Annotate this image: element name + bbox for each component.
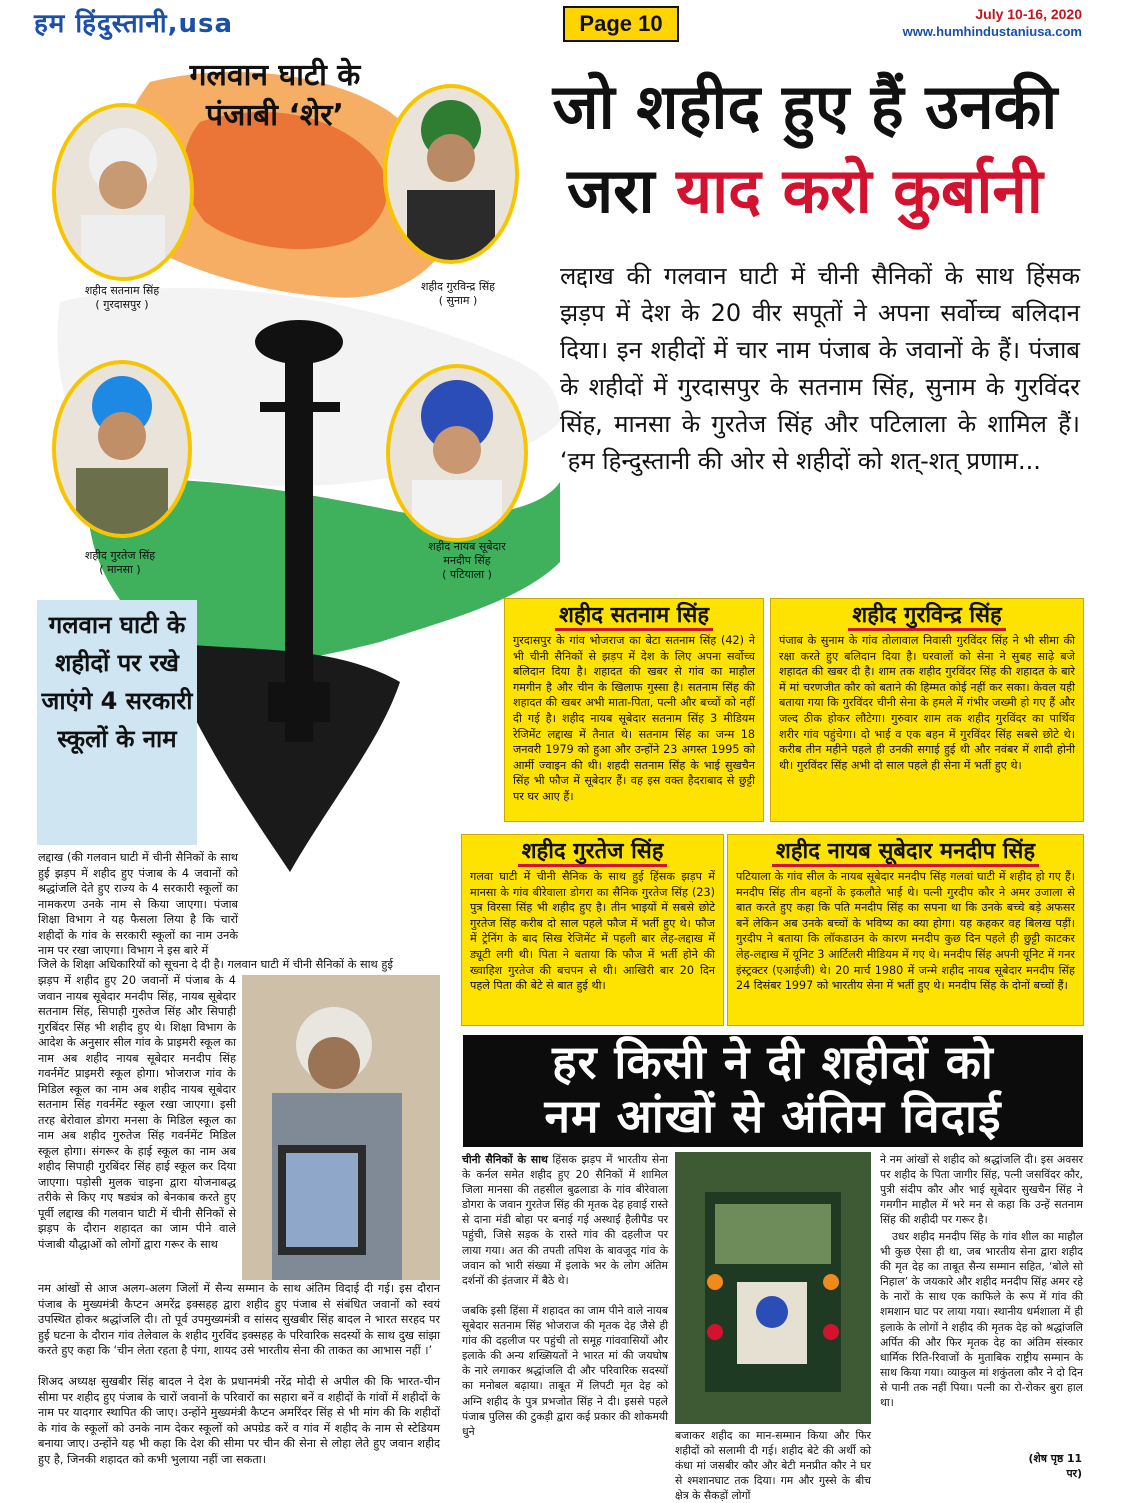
galwan-heading xyxy=(150,56,400,136)
grieving-mother-image xyxy=(242,975,440,1280)
person-silhouette-icon xyxy=(56,107,190,277)
continued-note: (शेष पृष्ठ 11 पर) xyxy=(1028,1452,1082,1481)
box-gurvinder-title: शहीद गुरविन्द्र सिंह xyxy=(771,599,1083,629)
caption-satnam-place: ( गुरदासपुर ) xyxy=(95,298,149,311)
box-mandeep xyxy=(727,834,1084,1026)
box-satnam xyxy=(504,598,764,822)
caption-mandeep xyxy=(392,540,542,582)
left-para3: झड़प में शहीद हुए 20 जवानों में पंजाब के 4 जवान नायब सूबेदार मनदीप सिंह, नायब सूबेदार सतनाम सिंह, सिपाही गुरुतेज सिंह और सिपाही गुरबिंदर सिंह भी शहीद हुए थे। शिक्षा विभाग के आदेश के अनुसार सील गांव के प्राइमरी स्कूल का नाम अब शहीद नायब सूबेदार मनदीप सिंह गवर्नमेंट प्राइमरी स्कूल होगा। भोजराज गांव के मिडिल स्कूल का नाम अब शहीद नायब सूबेदार सतनाम सिंह गवर्नमेंट स्कूल रखा जाएगा। इसी तरह बेरोवाल डोगरा मनसा के मिडिल स्कूल का नाम अब शहीद गुरुतेज सिंह गवर्नमेंट मिडिल स्कूल होगा। संगरूर के हाई स्कूल का नाम अब शहीद सिपाही गुरबिंदर सिंह हाई स्कूल कर दिया जाएगा। पड़ोसी मुलक चाइना द्वारा योजनाबद्ध तरीके से किए गए षड्यंत्र को बेनकाब करते हुए पूर्वी लद्दाख की गलवान घाटी में चीनी सैनिकों से झड़प के दौरान शहादत का जाम पीने वाले पंजाबी यौद्धाओं को लोगों द्वारा गरूर के साथ xyxy=(38,974,236,1251)
portrait-mandeep xyxy=(386,364,528,542)
box-gurtej-body: गलवा घाटी में चीनी सैनिक के साथ हुई हिंसक झड़प में मानसा के गांव बीरेवाला डोगरा का सैनिक गुरतेज सिंह (23) पुत्र विरसा सिंह भी शहीद हुए है। तीन भाइयों में सबसे छोटे गुरतेज सिंह करीब दो साल पहले फौज में भर्ती हुए थे। फौज में ट्रेनिंग के बाद सिख रेजिमेंट में पहली बार लेह-लद्दाख में ड्यूटी लगी थी। पिता ने बताया कि फौज में भर्ती होने की ख्वाहिश गुरतेज की बचपन से थी। आखिरी बार 20 दिन पहले पिता की बेटे से बात हुई थी। xyxy=(470,870,715,993)
mother-photo xyxy=(242,975,440,1280)
left-para5: शिअद अध्यक्ष सुखबीर सिंह बादल ने देश के प्रधानमंत्री नरेंद्र मोदी से अपील की कि भारत-चीन सीमा पर शहीद हुए पंजाब के चारों जवानों के परिवारों का सहारा बनें व शहीदों के गांवों में शहीदों के नाम पर यादगार स्थापित की जाए। उन्होंने मुख्यमंत्री कैप्टन अमरिंदर सिंह से भी मांग की कि शहीदों के गांव के स्कूलों को उनके नाम देकर स्कूलों को अपग्रेड करें व गांव में शहीद के नाम से स्टेडियम बनाया जाए। उन्होंने यह भी कहा कि देश की सीमा पर चीन की सेना से लोहा लेते हुए जवान शहीद हुए है, जिनकी शहादत को कभी भुलाया नहीं जा सकता। xyxy=(38,1375,440,1466)
caption-mandeep-name: शहीद नायब सूबेदार xyxy=(428,540,506,553)
box-satnam-body: गुरदासपुर के गांव भोजराज का बेटा सतनाम सिंह (42) ने भी चीनी सैनिकों से झड़प में देश के लिए अपना सर्वोच्च बलिदान दिया है। शहादत की खबर से गांव का माहौल गमगीन है और चीन के खिलाफ गुस्सा है। सतनाम सिंह की शहादत की खबर अभी माता-पिता, पत्नी और बच्चों को नहीं दी गई है। शहीद नायब सूबेदार सतनाम सिंह 3 मीडियम रेजिमेंट लद्दाख में तैनात थे। सतनाम सिंह का जन्म 18 जनवरी 1979 को हुआ और उन्होंने 23 अगस्त 1995 को आर्मी ज्वाइन की थी। शहदी सतनाम सिंह के भाई सुखचैन सिंह भी फौज में सूबेदार हैं। वह इस वक्त हैदराबाद से छुट्टी पर घर आए हैं। xyxy=(513,634,755,803)
box-gurtej xyxy=(461,834,724,1026)
bottom-col3: ने नम आंखों से शहीद को श्रद्धांजलि दी। इस अवसर पर शहीद के पिता जागीर सिंह, पत्नी जसविंदर कौर, पुत्री संदीप कौर और भाई सूबेदार सुखचैन सिंह ने गमगीन माहौल में भरे मन से कहा कि उन्हें सतनाम सिंह की शहीदी पर गरूर है। xyxy=(880,1153,1083,1227)
caption-gurvinder-place: ( सुनाम ) xyxy=(438,294,478,307)
farewell-banner-line2: नम आंखों से अंतिम विदाई xyxy=(544,1089,1002,1143)
bottom-col1-text: हिंसक झड़प में भारतीय सेना के कर्नल समेत शहीद हुए 20 सैनिकों में शामिल जिला मानसा की तहसील बुढलाडा के गांव बीरेवाला डोगरा के जवान गुरतेज सिंह की मृतक देह हवाई रास्ते से दाना मंडी बोहा पर बनाई गई अस्थाई हैलीपैड पर पहुंची, जिसे सड़क के रास्ते गांव की दहलीज पर लाया गया। अत की तपती तपिश के बावजूद गांव के जवान को भारी संख्या में इलाके भर के लोग अंतिम दर्शनों की इंतजार में बैठे थे। xyxy=(462,1153,668,1287)
person-silhouette-icon xyxy=(56,364,188,534)
box-mandeep-body: पटियाला के गांव सील के नायब सूबेदार मनदीप सिंह गलवां घाटी में शहीद हो गए हैं। मनदीप सिंह तीन बहनों के इकलौते भाई थे। पत्नी गुरदीप कौर ने अमर उजाला से बात करते हुए कहा कि पति मनदीप सिंह का सपना था कि उनके बच्चे बड़े अफसर बनें लेकिन अब उनके बच्चों के भविष्य का क्या होगा। यह कहकर वह बिलख पड़ीं। गुरदीप ने बताया कि लॉकडाउन के कारण मनदीप कुछ दिन पहले ही छुट्टी काटकर लेह-लद्दाख में यूनिट 3 आर्टिलरी मीडियम में गए थे। मनदीप सिंह अपनी यूनिट में गनर इंस्ट्रक्टर (एआईजी) थे। 20 मार्च 1980 में जन्मे शहीद नायब सूबेदार मनदीप सिंह 24 दिसंबर 1997 को भारतीय सेना में भर्ती हुए थे। मनदीप सिंह के दोनों बच्चों हैं। xyxy=(736,870,1075,993)
funeral-vehicle-photo xyxy=(675,1152,871,1424)
bottom-col2: बजाकर शहीद का मान-सम्मान किया और फिर शहीदों को सलामी दी गई। शहीद बेटे की अर्थी को कंधा मां जसबीर कौर और बेटी मनप्रीत कौर ने घर से श्मशानघाट तक दिया। गम और गुस्से के बीच क्षेत्र के सैकड़ों लोगों xyxy=(675,1429,871,1503)
person-silhouette-icon xyxy=(390,368,524,538)
left-heading: गलवान घाटी के शहीदों पर रखे जाएंगे 4 सरकारी स्कूलों के नाम xyxy=(41,611,193,753)
left-para4: नम आंखों से आज अलग-अलग जिलों में सैन्य सम्मान के साथ अंतिम विदाई दी गई। इस दौरान पंजाब के मुख्यमंत्री कैप्टन अमरेंद्र इक्सहह द्वारा शहीद हुए पंजाब से संबंधित जवानों को स्वयं उपस्थित होकर श्रद्धांजलि दी। तो पूर्व उपमुख्यमंत्री व सांसद सुखबीर सिंह बादल ने भारत सरहद पर हुई घटना के दौरान गांव तेलेवाल के शहीद गुरविंद इक्सहह के परिवारिक सदस्यों के साथ दुख सांझा करते हुए कहा कि ‘चीन लेता रहता है पंगा, शायद उसे भारतीय सेना की ताकत का आभास नहीं ।’ xyxy=(38,1282,440,1357)
headline-line2 xyxy=(525,152,1085,230)
caption-gurvinder xyxy=(388,280,528,308)
caption-gurtej-name: शहीद गुरतेज सिंह xyxy=(84,549,156,562)
left-para1: लद्दाख (की गलवान घाटी में चीनी सैनिकों के साथ हुई झड़प में शहीद हुए पंजाब के 4 जवानों को श्रद्धांजलि देते हुए राज्य के 4 सरकारी स्कूलों का नामकरण उनके नाम से किया जाएगा। पंजाब शिक्षा विभाग ने यह फैसला लिया है कि चारों शहीदों के गांव के सरकारी स्कूलों का नाम उनके नाम पर रखा जाएगा। विभाग ने इस बारे में xyxy=(38,851,238,957)
galwan-heading-line1: गलवान घाटी के xyxy=(189,58,361,93)
person-silhouette-icon xyxy=(387,88,515,260)
portrait-gurtej xyxy=(52,360,192,538)
galwan-heading-line2: पंजाबी ‘शेर’ xyxy=(206,98,344,133)
website-url[interactable]: www.humhindustaniusa.com xyxy=(902,24,1082,39)
intro-paragraph: लद्दाख की गलवान घाटी में चीनी सैनिकों के साथ हिंसक झड़प में देश के 20 वीर सपूतों ने अपना सर्वोच्च बलिदान दिया। इन शहीदों में चार नाम पंजाब के जवानों के हैं। पंजाब के शहीदों में गुरदासपुर के सतनाम सिंह, सुनाम के गुरविंदर सिंह, मानसा के गुरतेज सिंह और पटिलाला के शामिल हैं। ‘हम हिन्दुस्तानी की ओर से शहीदों को शत्-शत् प्रणाम... xyxy=(560,262,1080,475)
masthead xyxy=(0,0,1135,42)
headline-line2-a: जरा xyxy=(567,154,677,227)
page-number: Page 10 xyxy=(563,6,679,42)
funeral-vehicle-image xyxy=(675,1152,871,1424)
box-gurvinder xyxy=(770,598,1084,822)
box-satnam-title: शहीद सतनाम सिंह xyxy=(505,599,763,629)
box-gurtej-title: शहीद गुरतेज सिंह xyxy=(462,835,723,865)
caption-mandeep-name2: मनदीप सिंह xyxy=(443,554,491,567)
caption-gurvinder-name: शहीद गुरविन्द्र सिंह xyxy=(420,280,496,293)
bottom-col1b: जबकि इसी हिंसा में शहादत का जाम पीने वाले नायब सूबेदार सतनाम सिंह भोजराज की मृतक देह जैसे ही गांव की दहलीज पर पहुंची तो समूह गांववासियों और इलाके की अन्य शख्सियतों ने भारत मां की जयघोष के नारे लगाकर श्रद्धांजलि दी और परिवारिक सदस्यों का मनोबल बढ़ाया। ताबूत में लिपटी मृत देह को अग्नि शहीद के पुत्र प्रभजोत सिंह ने दी। इससे पहले पंजाब पुलिस की टुकड़ी द्वारा कई प्रकार की शोकमयी धुने xyxy=(462,1304,668,1438)
farewell-banner xyxy=(463,1035,1083,1147)
caption-mandeep-place: ( पटियाला ) xyxy=(442,568,492,581)
portrait-satnam xyxy=(52,103,194,281)
box-mandeep-title: शहीद नायब सूबेदार मनदीप सिंह xyxy=(728,835,1083,865)
caption-satnam-name: शहीद सतनाम सिंह xyxy=(84,284,160,297)
headline-line2-b: याद करो कुर्बानी xyxy=(676,154,1043,227)
issue-date: July 10-16, 2020 xyxy=(975,6,1082,22)
left-para2: जिले के शिक्षा अधिकारियों को सूचना दे दी है। गलवान घाटी में चीनी सैनिकों के साथ हुई xyxy=(38,958,393,971)
farewell-banner-line1: हर किसी ने दी शहीदों को xyxy=(552,1035,994,1089)
portrait-gurvinder xyxy=(383,84,519,264)
bottom-col1-lead: चीनी सैनिकों के साथ xyxy=(462,1153,548,1166)
caption-gurtej xyxy=(50,549,190,577)
caption-gurtej-place: ( मानसा ) xyxy=(99,563,141,576)
newspaper-brand: हम हिंदुस्तानी,usa xyxy=(34,9,233,39)
caption-satnam xyxy=(42,284,202,312)
box-gurvinder-body: पंजाब के सुनाम के गांव तोलावाल निवासी गुरविंदर सिंह ने भी सीमा की रक्षा करते हुए बलिदान दिया है। घरवालों को सेना ने सुबह साढ़े बजे शहादत की खबर दी है। शाम तक शहीद गुरविंदर सिंह की शहादत के बारे में मां चरणजीत कौर को बताने की हिम्मत कोई नहीं कर सका। केवल यही बताया गया कि गुरविंदर चीनी सेना के हमले में गंभीर जख्मी हो गए हैं और जल्द ठीक होकर लौटेगा। गुरुवार शाम तक शहीद गुरविंदर का पार्थिव शरीर गांव पहुंचेगा। दो भाई व एक बहन में गुरविंदर सिंह सबसे छोटे थे। करीब तीन महीने पहले ही उनकी सगाई हुई थी और नवंबर में शादी होनी थी। गुरविंदर सिंह अभी दो साल पहले ही सेना में भर्ती हुए थे। xyxy=(779,634,1075,772)
headline-line1: जो शहीद हुए हैं उनकी xyxy=(552,70,1058,143)
bottom-col1 xyxy=(462,1152,668,1288)
bottom-col3b: उधर शहीद मनदीप सिंह के गांव शील का माहौल भी कुछ ऐसा ही था, जब भारतीय सेना द्वारा शहीद की मृत देह का ताबूत सैन्य सम्मान सहित, ‘बोले सो निहाल’ के जयकारे और शहीद मनदीप सिंह अमर रहे के नारों के साथ एक काफिले के रूप में गांव की शमशान घाट पर लाया गया। स्थानीय धर्मशाला में ही इलाके के लोगों ने शहीद की मृतक देह को श्रद्धांजलि अर्पित की और फिर मृतक देह का अंतिम संस्कार धार्मिक रिति-रिवाजों के मुताबिक राष्ट्रीय सम्मान के साथ किया गया। व्याकुल मां शकुंतला कौर ने दो दिन से पानी तक नहीं पिया। पत्नी का रो-रोकर बुरा हाल था। xyxy=(880,1230,1083,1410)
